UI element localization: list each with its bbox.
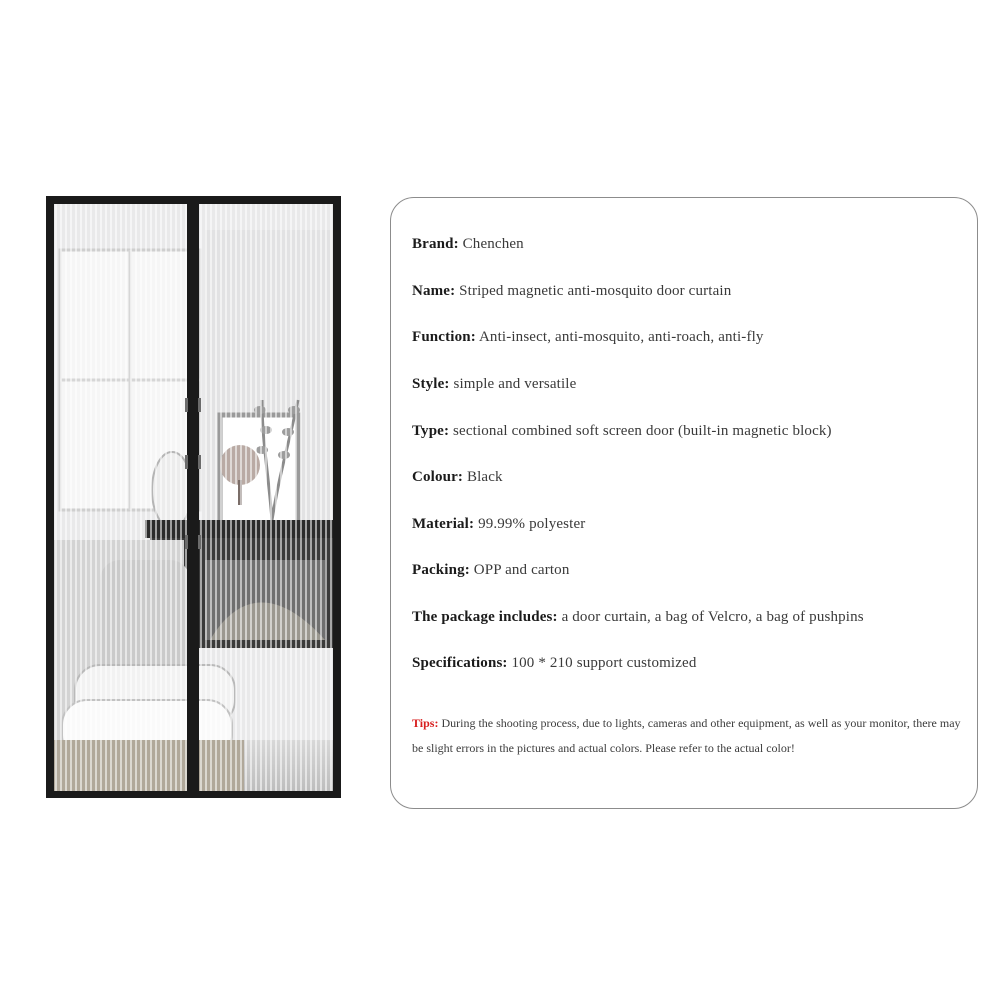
spec-key: Type: [412,423,450,439]
spec-key: Packing: [412,562,470,578]
tips-text: During the shooting process, due to lights, cameras and other equipment, as well as your monitor, there may be slight errors in the pictures and actual colors. Please refer to the actual color! [412,716,961,755]
spec-key: Specifications: [412,655,508,671]
spec-key: Style: [412,376,450,392]
spec-key: Function: [412,329,476,345]
spec-value: 99.99% polyester [478,516,586,532]
spec-row-type [412,423,832,440]
spec-value: Anti-insect, anti-mosquito, anti-roach, anti-fly [478,329,764,345]
spec-row-material [412,516,585,533]
spec-key: Brand: [412,236,459,252]
spec-card [390,197,978,809]
spec-value: a door curtain, a bag of Velcro, a bag of pushpins [561,609,864,625]
spec-row-function [412,329,764,346]
spec-row-name [412,283,731,300]
curtain-product-image [0,0,380,1000]
center-seam [187,196,199,798]
spec-row-style [412,376,576,393]
spec-value: 100 * 210 support customized [511,655,697,671]
spec-value: Chenchen [462,236,524,252]
spec-value: Striped magnetic anti-mosquito door curtain [459,283,732,299]
spec-key: Colour: [412,469,464,485]
spec-key: Material: [412,516,475,532]
spec-row-colour [412,469,503,486]
spec-value: simple and versatile [453,376,577,392]
spec-value: OPP and carton [473,562,570,578]
tips-note [412,711,962,760]
spec-key: The package includes: [412,609,558,625]
spec-row-package-includes [412,609,864,626]
spec-row-brand [412,236,524,253]
spec-row-packing [412,562,569,579]
tips-label: Tips: [412,716,439,730]
spec-value: sectional combined soft screen door (built-in magnetic block) [453,423,832,439]
spec-key: Name: [412,283,456,299]
spec-value: Black [466,469,503,485]
spec-row-specifications [412,655,697,672]
